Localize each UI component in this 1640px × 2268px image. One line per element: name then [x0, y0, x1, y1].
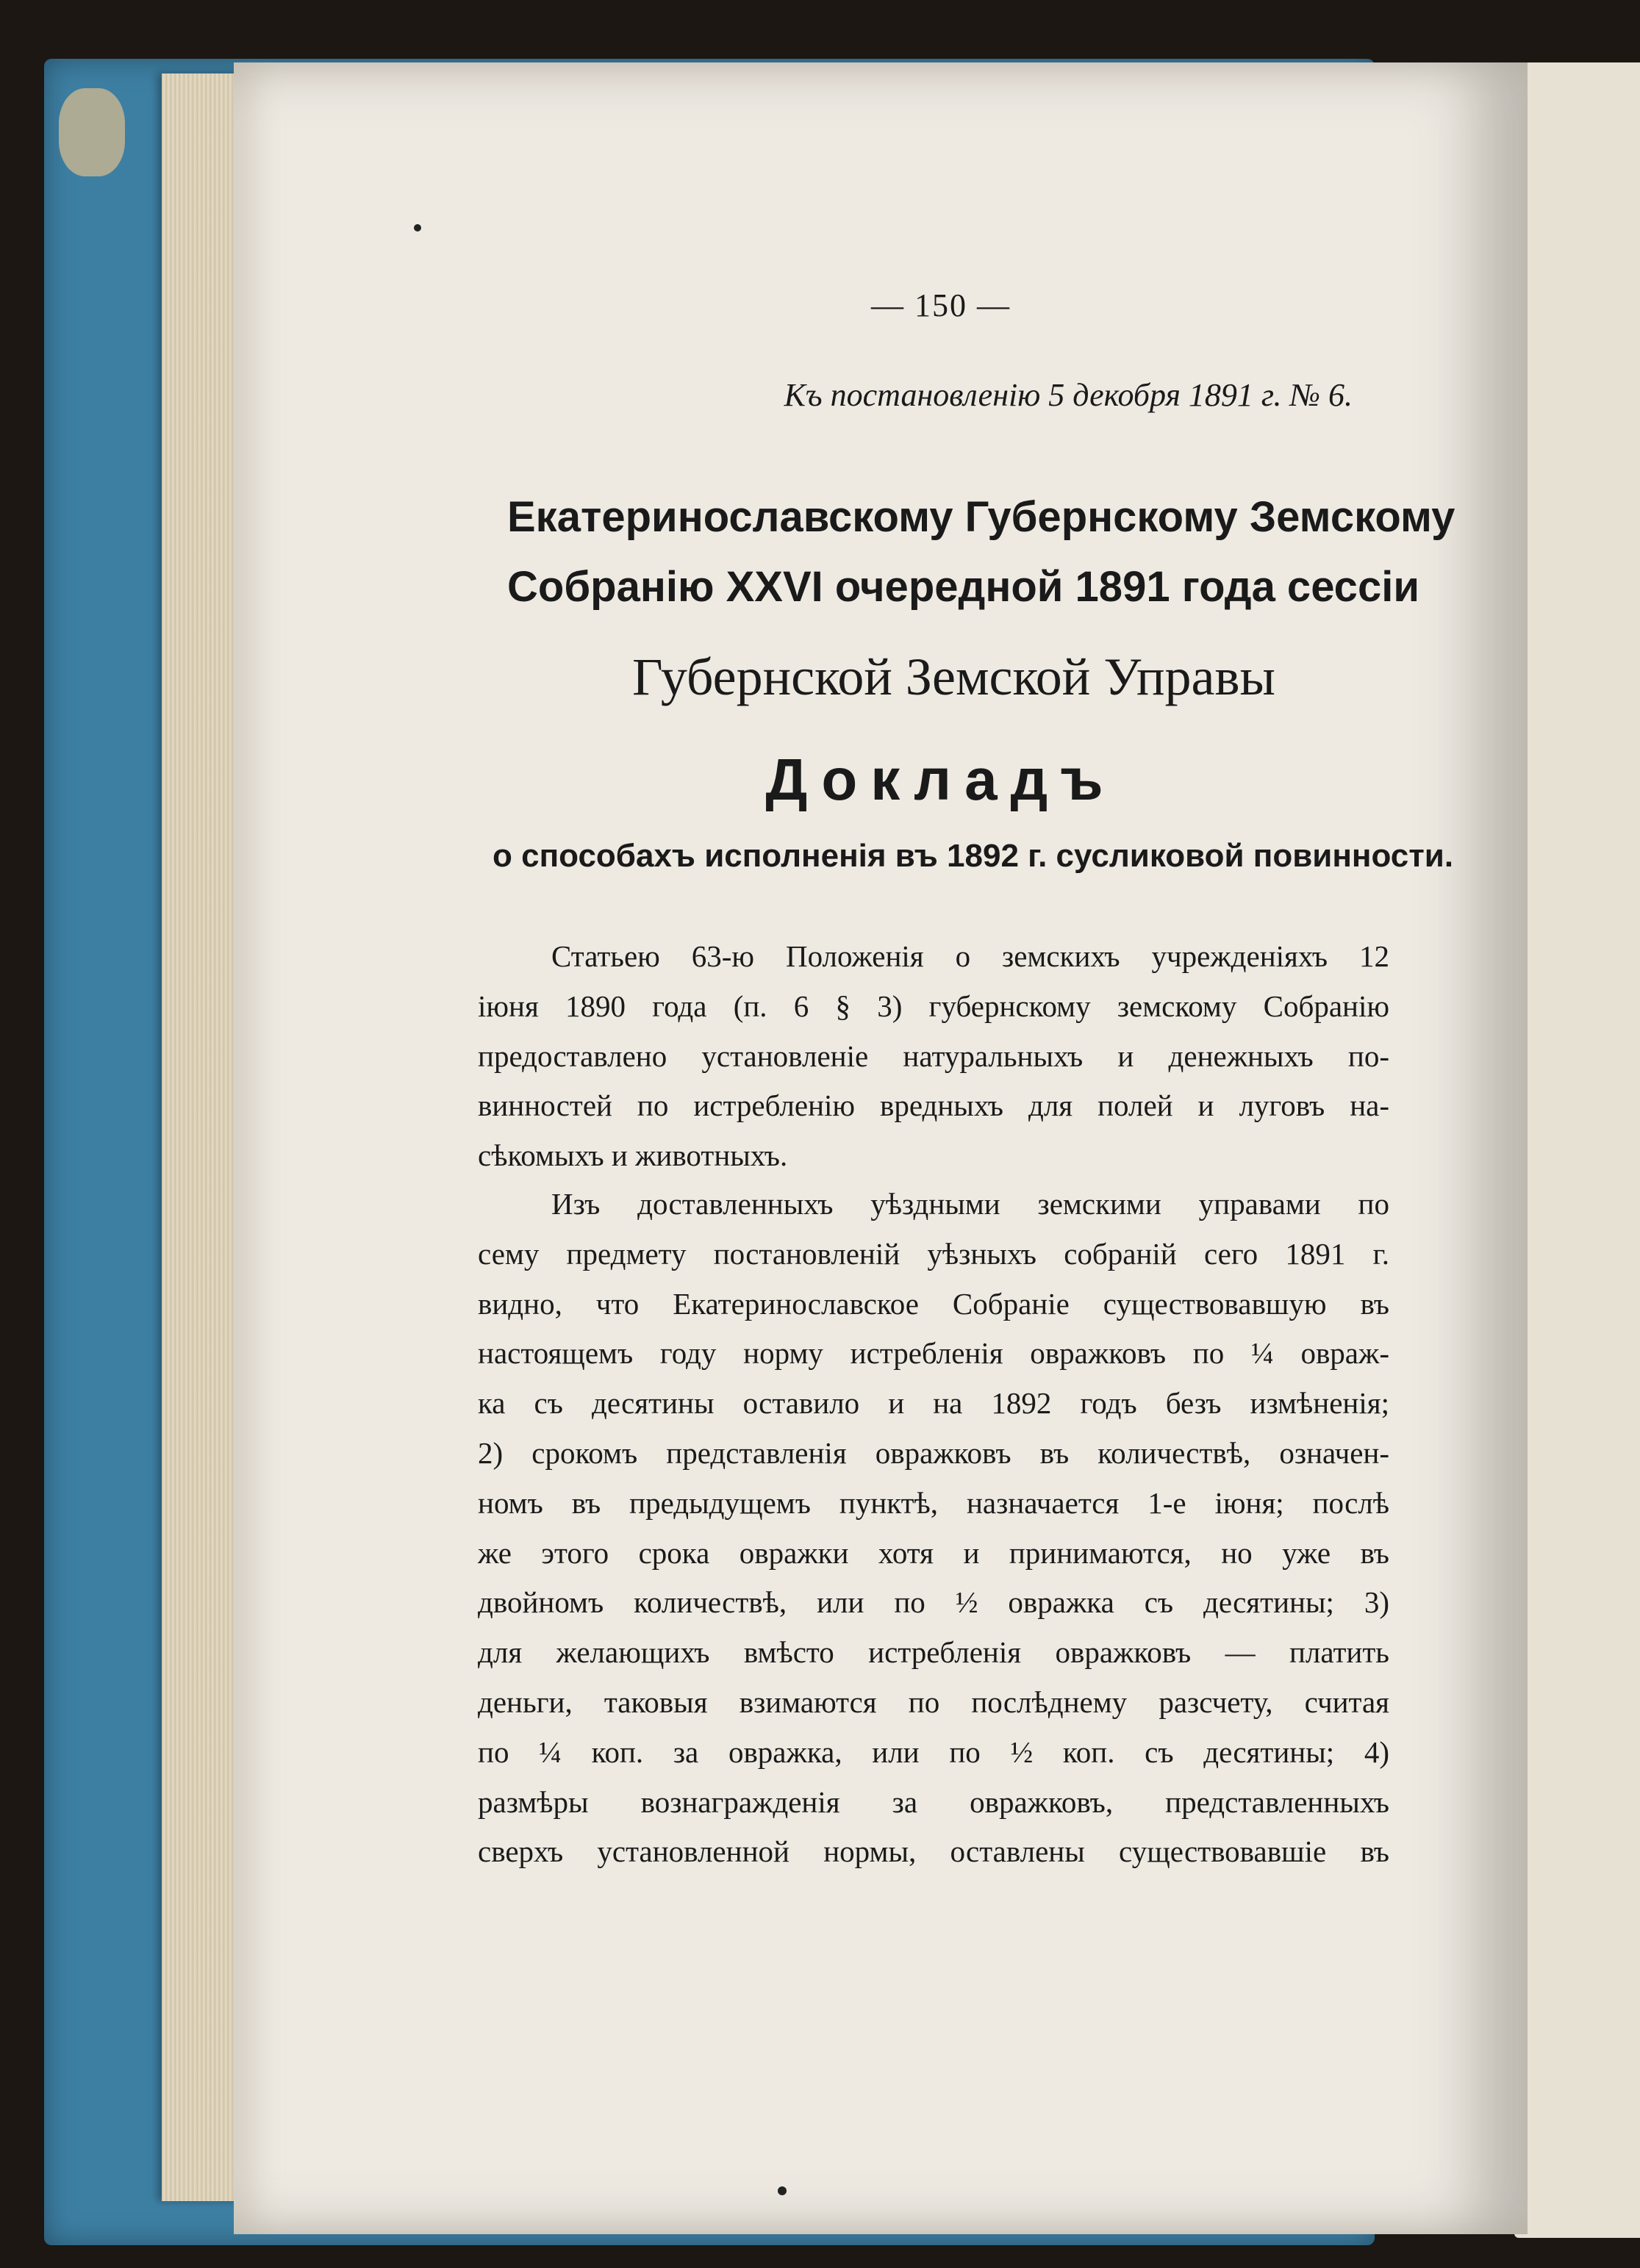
cover-stain: [59, 88, 125, 176]
text-line: ка съ десятины оставило и на 1892 годъ безъ измѣненія;: [478, 1386, 1389, 1421]
text-line: сему предмету постановленій уѣзныхъ собраній сего 1891 г.: [478, 1236, 1389, 1271]
text-line: сѣкомыхъ и животныхъ.: [478, 1138, 788, 1173]
text-line: настоящемъ году норму истребленія овражковъ по ¼ овраж-: [478, 1336, 1389, 1371]
text-line: іюня 1890 года (п. 6 § 3) губернскому земскому Собранію: [478, 988, 1389, 1023]
paragraph-1: [478, 932, 1389, 1181]
heading-line-3: Губернской Земской Управы: [632, 647, 1275, 706]
text-line: размѣры вознагражденія за овражковъ, представленныхъ: [478, 1784, 1389, 1819]
heading-line-1: Екатеринославскому Губернскому Земскому: [507, 493, 1455, 541]
text-line: видно, что Екатеринославское Собраніе существовавшую въ: [478, 1286, 1389, 1321]
page-speck: [414, 224, 421, 232]
text-line: двойномъ количествѣ, или по ½ овражка съ десятины; 3): [478, 1585, 1389, 1620]
heading-line-2: Собранію XXVI очередной 1891 года сессіи: [507, 563, 1419, 611]
page-speck: [778, 2186, 787, 2195]
document-title: Докладъ: [765, 747, 1117, 812]
text-line: Статьею 63-ю Положенія о земскихъ учрежденіяхъ 12: [551, 939, 1389, 973]
text-line: сверхъ установленной нормы, оставлены существовавшіе въ: [478, 1834, 1389, 1869]
text-line: по ¼ коп. за овражка, или по ½ коп. съ десятины; 4): [478, 1734, 1389, 1769]
text-line: предоставлено установленіе натуральныхъ и денежныхъ по-: [478, 1038, 1389, 1073]
resolution-reference: Къ постановленію 5 декобря 1891 г. № 6.: [784, 377, 1353, 413]
report-subject: о способахъ исполненія въ 1892 г. сусликовой повинности.: [493, 838, 1454, 874]
page-number: — 150 —: [871, 287, 1011, 323]
text-line: Изъ доставленныхъ уѣздными земскими управами по: [551, 1187, 1389, 1221]
text-line: деньги, таковыя взимаются по послѣднему разсчету, считая: [478, 1684, 1389, 1719]
facing-page-edge: [1514, 62, 1640, 2238]
text-line: номъ въ предыдущемъ пунктѣ, назначается 1-е іюня; послѣ: [478, 1485, 1389, 1520]
text-line: же этого срока овражки хотя и принимаются, но уже въ: [478, 1535, 1389, 1570]
text-line: винностей по истребленію вредныхъ для полей и луговъ на-: [478, 1088, 1389, 1123]
paragraph-2: [478, 1180, 1389, 1877]
text-line: для желающихъ вмѣсто истребленія овражковъ — платить: [478, 1635, 1389, 1670]
page-edges: [162, 73, 243, 2201]
text-line: 2) срокомъ представленія овражковъ въ количествѣ, означен-: [478, 1435, 1389, 1470]
